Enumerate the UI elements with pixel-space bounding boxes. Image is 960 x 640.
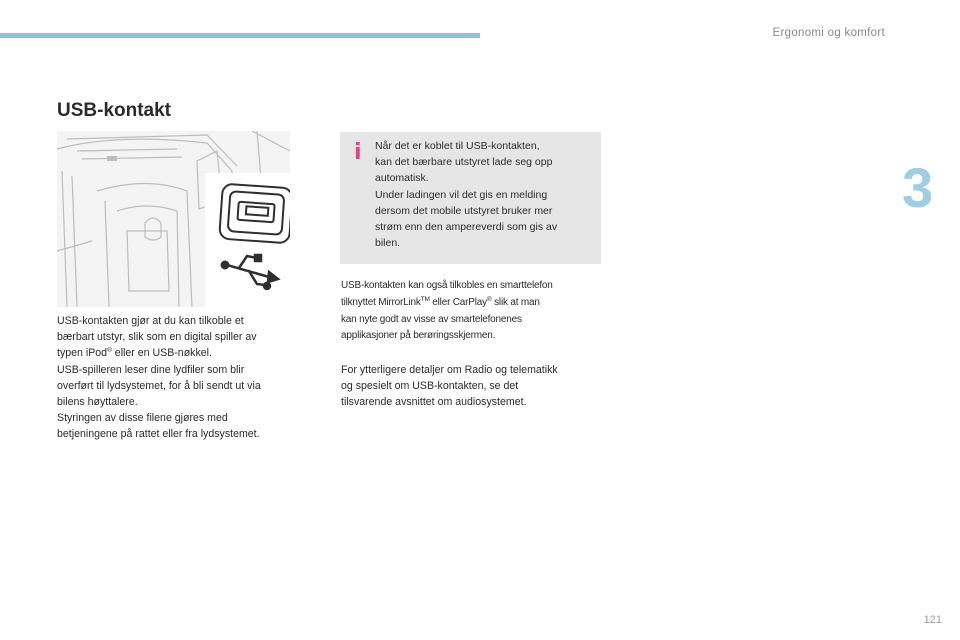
text-line: og spesielt om USB-kontakten, se det bbox=[341, 380, 519, 393]
text-line: bilen. bbox=[375, 237, 401, 250]
text-line: USB-spilleren leser dine lydfiler som blir bbox=[57, 363, 245, 376]
info-icon: i bbox=[354, 140, 362, 165]
top-accent-bar bbox=[0, 33, 480, 38]
text-line: Når det er koblet til USB-kontakten, bbox=[375, 140, 540, 152]
text-line: For ytterligere detaljer om Radio og telematikk bbox=[341, 364, 558, 376]
text-line: betjeningene på rattet eller fra lydsystemet. bbox=[57, 428, 260, 441]
mirrorlink-paragraph bbox=[341, 278, 606, 345]
text-line: bilens høyttalere. bbox=[57, 396, 138, 409]
text-line: dersom det mobile utstyret bruker mer bbox=[375, 204, 553, 217]
text-line: Styringen av disse filene gjøres med bbox=[57, 412, 228, 425]
text-line: tilknyttet MirrorLink™ eller CarPlay® slik at man bbox=[341, 295, 540, 308]
usb-description bbox=[57, 313, 307, 443]
text-line: strøm enn den ampereverdi som gis av bbox=[375, 221, 558, 234]
text-line: kan nyte godt av visse av smartelefonenes bbox=[341, 313, 522, 325]
text-line: USB-kontakten kan også tilkobles en smarttelefon bbox=[341, 280, 553, 291]
text-line: USB-kontakten gjør at du kan tilkoble et bbox=[57, 315, 244, 327]
page-number: 121 bbox=[923, 614, 942, 626]
usb-socket-illustration bbox=[57, 131, 290, 307]
text-line: typen iPod® eller en USB-nøkkel. bbox=[57, 347, 212, 360]
section-header: Ergonomi og komfort bbox=[772, 27, 885, 39]
text-line: overført til lydsystemet, for å bli sendt ut via bbox=[57, 379, 261, 392]
text-line: applikasjoner på berøringsskjermen. bbox=[341, 330, 496, 342]
text-line: tilsvarende avsnittet om audiosystemet. bbox=[341, 396, 527, 409]
text-line: Under ladingen vil det gis en melding bbox=[375, 188, 548, 201]
text-line: bærbart utstyr, slik som en digital spiller av bbox=[57, 331, 257, 344]
usb-socket-photo bbox=[57, 131, 290, 307]
text-line: kan det bærbare utstyret lade seg opp bbox=[375, 156, 553, 169]
text-line: automatisk. bbox=[375, 172, 429, 185]
chapter-number: 3 bbox=[902, 156, 934, 219]
page-title: USB-kontakt bbox=[57, 100, 172, 121]
info-text bbox=[375, 138, 590, 251]
info-box bbox=[340, 132, 601, 264]
details-paragraph bbox=[341, 362, 606, 411]
